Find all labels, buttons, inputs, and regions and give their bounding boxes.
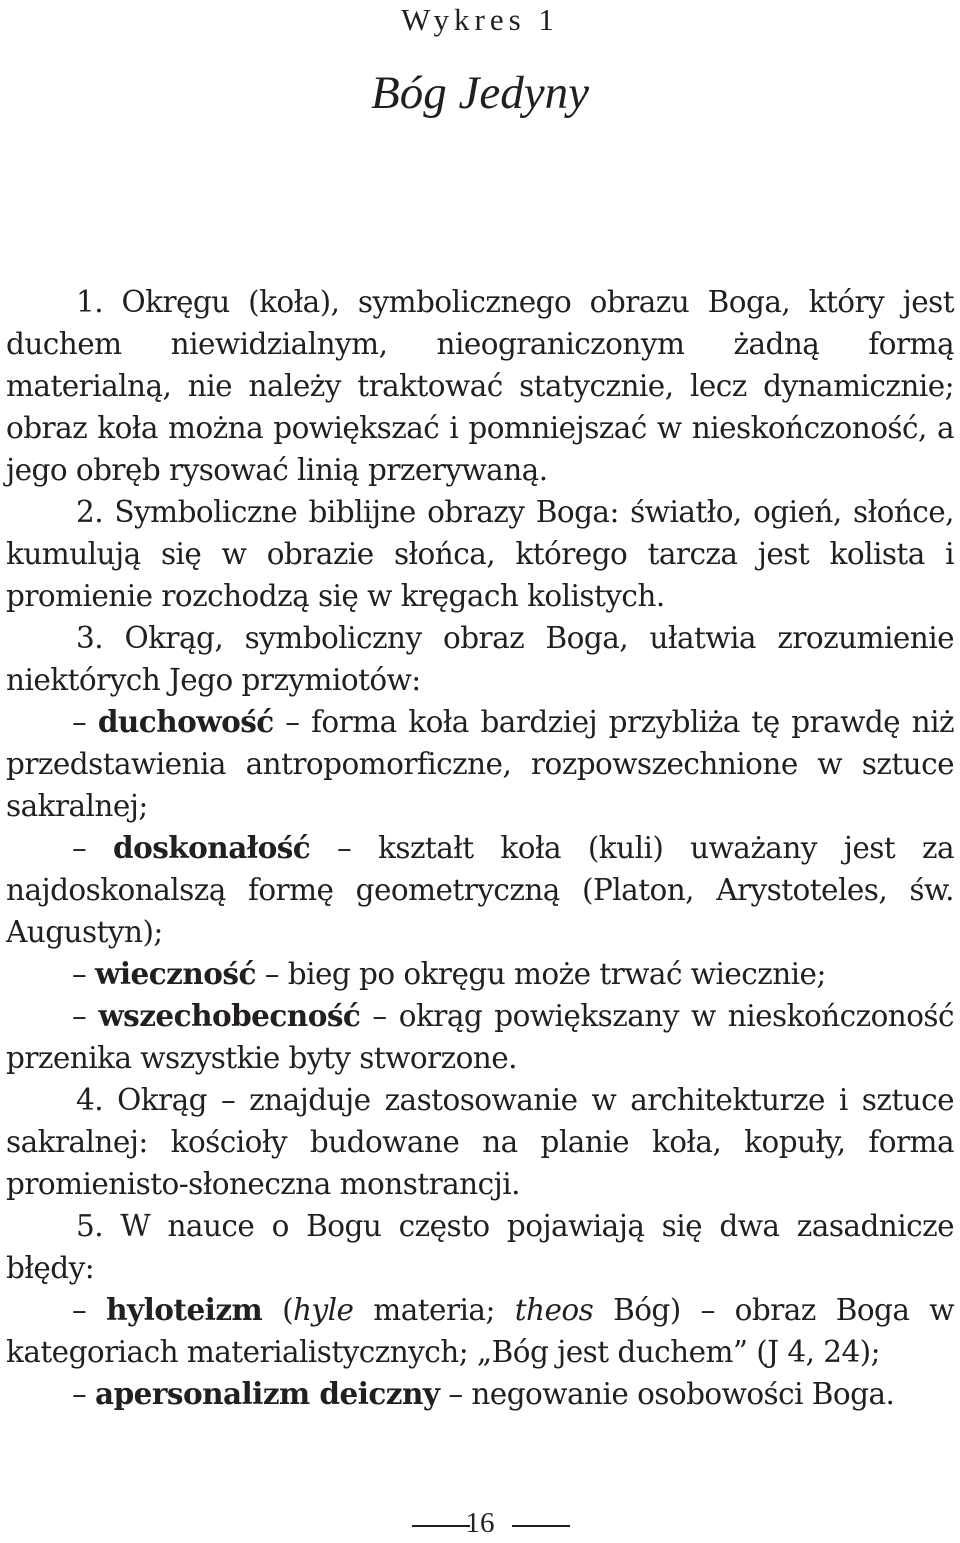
attribute-term: wieczność	[95, 956, 256, 991]
paragraph-5: 5. W nauce o Bogu często pojawiają się dwa zasadnicze błędy:	[6, 1209, 954, 1285]
attribute-item-1	[6, 701, 954, 827]
attribute-term: wszechobecność	[98, 998, 361, 1033]
page-header	[0, 0, 960, 118]
error-term: apersonalizm deiczny	[95, 1376, 440, 1411]
attribute-text: – okrąg powiększany w nieskończoność przenika wszystkie byty stworzone.	[6, 999, 954, 1075]
attribute-term: duchowość	[97, 704, 274, 739]
attribute-text: – kształt koła (kuli) uważany jest za najdoskonalszą formę geometryczną (Platon, Arystoteles, św. Augustyn);	[6, 831, 954, 949]
attribute-item-4	[6, 995, 954, 1079]
error-item-2	[6, 1373, 954, 1415]
attribute-item-3	[6, 953, 954, 995]
footer-rule-right	[512, 1525, 570, 1527]
attribute-item-2	[6, 827, 954, 953]
page-footer	[0, 1503, 960, 1543]
greek-word-hyle: hyle	[293, 1293, 354, 1327]
error-text-mid: materia;	[353, 1293, 515, 1327]
greek-word-theos: theos	[514, 1293, 594, 1327]
dash-mark: –	[72, 831, 87, 865]
attribute-term: doskonałość	[113, 830, 311, 865]
figure-label: Wykres 1	[401, 2, 559, 37]
page-number: 16	[465, 1507, 495, 1539]
dash-mark: –	[72, 1293, 87, 1327]
paragraph-2: 2. Symboliczne biblijne obrazy Boga: światło, ogień, słońce, kumulują się w obrazie słońca, którego tarcza jest kolista i promienie rozchodzą się w kręgach kolistych.	[6, 495, 954, 613]
document-body	[6, 281, 954, 1415]
dash-mark: –	[72, 705, 87, 739]
dash-mark: –	[72, 1377, 87, 1411]
attribute-text: – bieg po okręgu może trwać wiecznie;	[255, 957, 826, 991]
error-item-1	[6, 1289, 954, 1373]
error-term: hyloteizm	[106, 1292, 263, 1327]
page-title: Bóg Jedyny	[371, 67, 589, 119]
error-text: – negowanie osobowości Boga.	[439, 1377, 895, 1411]
error-text-open: (	[262, 1293, 294, 1327]
attribute-text: – forma koła bardziej przybliża tę prawdę niż przedstawienia antropomorficzne, rozpowszechnione w sztuce sakralnej;	[6, 705, 955, 823]
error-text-end: Bóg) – obraz Boga w kategoriach materialistycznych; „Bóg jest duchem” (J 4, 24);	[6, 1293, 954, 1369]
dash-mark: –	[72, 999, 87, 1033]
paragraph-3: 3. Okrąg, symboliczny obraz Boga, ułatwia zrozumienie niektórych Jego przymiotów:	[6, 621, 954, 697]
dash-mark: –	[72, 957, 87, 991]
paragraph-4: 4. Okrąg – znajduje zastosowanie w architekturze i sztuce sakralnej: kościoły budowane na planie koła, kopuły, forma promienisto-słoneczna monstrancji.	[6, 1083, 954, 1201]
paragraph-1: 1. Okręgu (koła), symbolicznego obrazu Boga, który jest duchem niewidzialnym, nieograniczonym żadną formą materialną, nie należy traktować statycznie, lecz dynamicznie; obraz koła można powiększać i pomniejszać w nieskończoność, a jego obręb rysować linią przerywaną.	[6, 285, 954, 487]
